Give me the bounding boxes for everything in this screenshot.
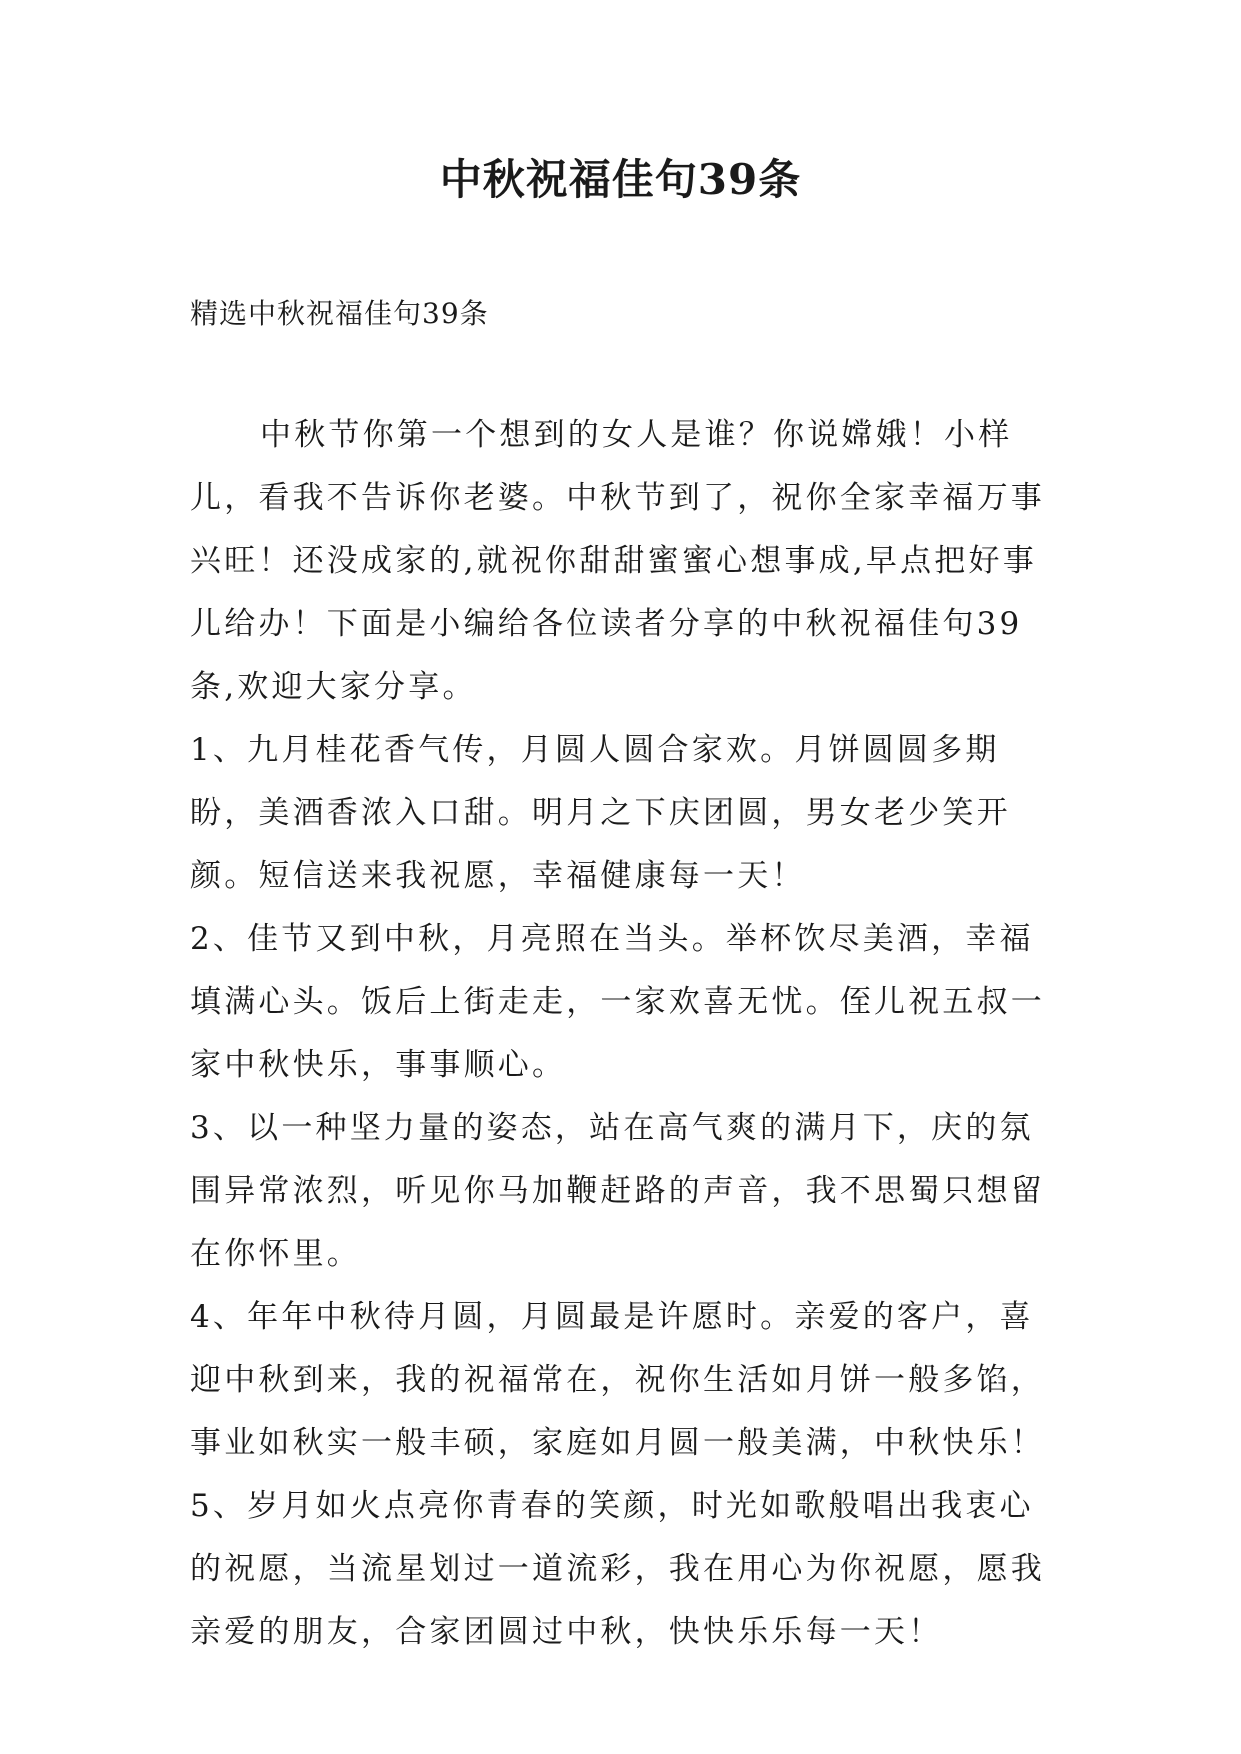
list-item: 5、岁月如火点亮你青春的笑颜，时光如歌般唱出我衷心的祝愿，当流星划过一道流彩，我在用心为你祝愿，愿我亲爱的朋友，合家团圆过中秋，快快乐乐每一天！	[190, 1488, 1045, 1650]
document-subtitle: 精选中秋祝福佳句39条	[190, 297, 489, 330]
list-item: 1、九月桂花香气传，月圆人圆合家欢。月饼圆圆多期盼，美酒香浓入口甜。明月之下庆团圆，男女老少笑开颜。短信送来我祝愿，幸福健康每一天！	[190, 732, 1011, 894]
list-item: 4、年年中秋待月圆，月圆最是许愿时。亲爱的客户，喜迎中秋到来，我的祝福常在，祝你生活如月饼一般多馅，事业如秋实一般丰硕，家庭如月圆一般美满，中秋快乐！	[190, 1299, 1045, 1461]
document-body	[190, 404, 1052, 1664]
intro-paragraph: 中秋节你第一个想到的女人是谁？你说嫦娥！小样儿，看我不告诉你老婆。中秋节到了，祝你全家幸福万事兴旺！还没成家的,就祝你甜甜蜜蜜心想事成,早点把好事儿给办！下面是小编给各位读者分享的中秋祝福佳句39条,欢迎大家分享。	[190, 417, 1045, 705]
list-item: 2、佳节又到中秋，月亮照在当头。举杯饮尽美酒，幸福填满心头。饭后上街走走，一家欢喜无忧。侄儿祝五叔一家中秋快乐，事事顺心。	[190, 921, 1045, 1083]
page-title: 中秋祝福佳句39条	[439, 155, 802, 204]
list-item: 3、以一种坚力量的姿态，站在高气爽的满月下，庆的氛围异常浓烈，听见你马加鞭赶路的声音，我不思蜀只想留在你怀里。	[190, 1110, 1045, 1272]
